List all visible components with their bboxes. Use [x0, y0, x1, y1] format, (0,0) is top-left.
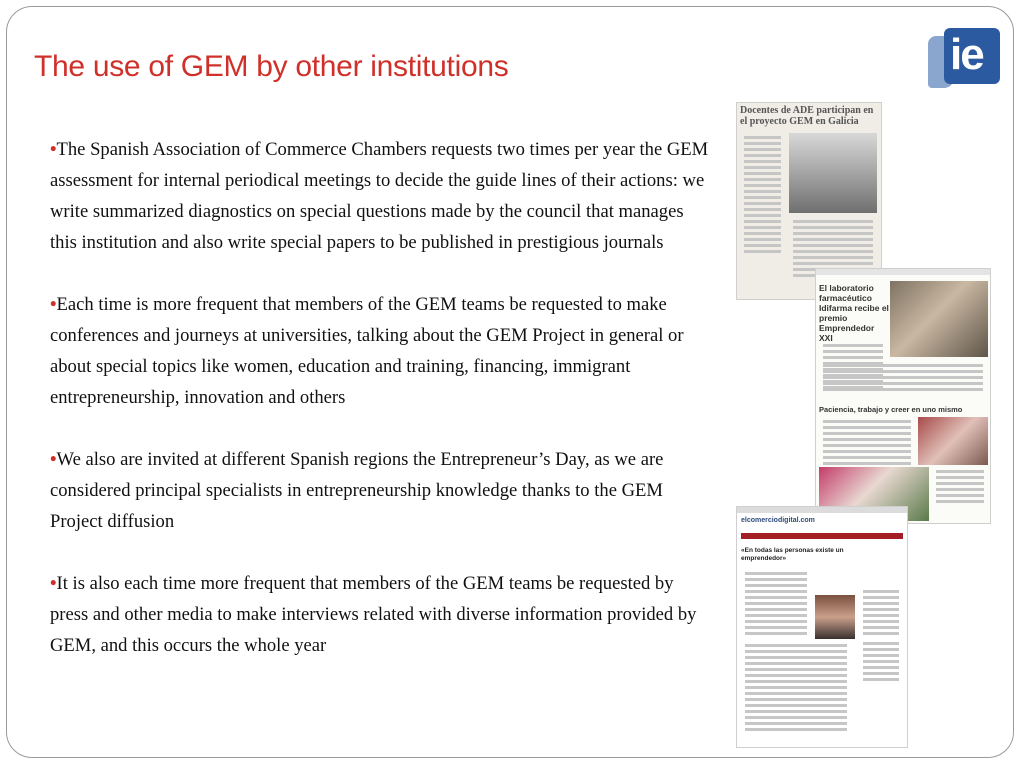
news-clipping-2 — [815, 268, 991, 524]
group-photo — [918, 417, 988, 465]
bullet-list — [50, 134, 715, 692]
slide-title: The use of GEM by other institutions — [34, 50, 509, 83]
bullet-text: The Spanish Association of Commerce Chambers requests two times per year the GEM assessment for internal periodical meetings to decide the guide lines of their actions: we write summarized diagnostics on special questions made by the council that manages this institution and also write special papers to be published in prestigious journals — [50, 139, 709, 253]
logo-text: ie — [950, 30, 983, 79]
bullet-text: We also are invited at different Spanish regions the Entrepreneur’s Day, as we are considered principal specialists in entrepreneurship knowledge thanks to the GEM Project diffusion — [50, 449, 664, 532]
bullet-text: Each time is more frequent that members of the GEM teams be requested to make conferences and journeys at universities, talking about the GEM Project in general or about special topics like women, education and training, financing, immigrant entrepreneurship, innovation and others — [50, 294, 684, 408]
clipping-headline: El laboratorio farmacéutico Idifarma recibe el premio Emprendedor XXI — [819, 283, 889, 343]
bullet-item — [50, 444, 715, 537]
bullet-item — [50, 134, 715, 258]
bullet-dot-icon: • — [50, 294, 57, 315]
bullet-dot-icon: • — [50, 573, 57, 594]
bullet-item — [50, 568, 715, 661]
web-clipping — [736, 506, 908, 748]
clipping-headline: Docentes de ADE participan en el proyecto GEM en Galicia — [740, 105, 874, 127]
clipping-subhead: Paciencia, trabajo y creer en uno mismo — [819, 405, 963, 414]
clipping-headline: «En todas las personas existe un emprendedor» — [741, 547, 844, 562]
bullet-text: It is also each time more frequent that members of the GEM teams be requested by press and other media to make interviews related with diverse information provided by GEM, and this occurs the whole year — [50, 573, 697, 656]
bullet-dot-icon: • — [50, 449, 57, 470]
building-photo — [789, 133, 877, 213]
portrait-photo — [815, 595, 855, 639]
award-photo — [890, 281, 988, 357]
bullet-dot-icon: • — [50, 139, 57, 160]
clipping-site-name: elcomerciodigital.com — [741, 517, 815, 524]
bullet-item — [50, 289, 715, 413]
ie-logo — [928, 24, 1004, 92]
